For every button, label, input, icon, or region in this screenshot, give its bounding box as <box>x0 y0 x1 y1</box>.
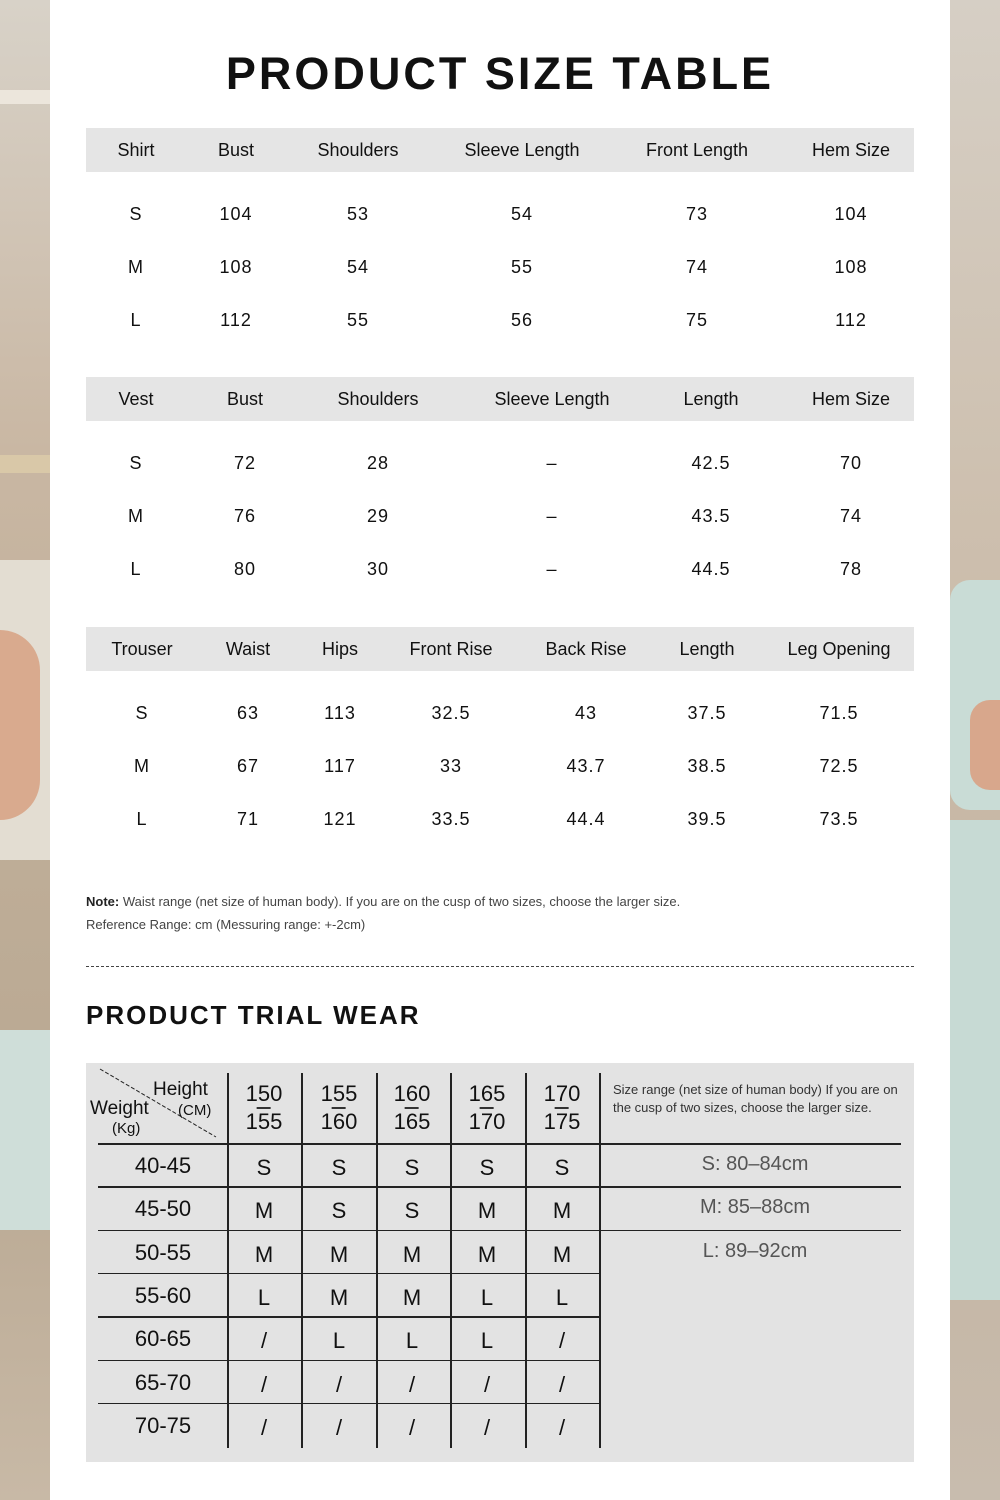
recommended-size: / <box>558 1414 566 1440</box>
recommended-size: M <box>402 1284 422 1310</box>
column-header: Vest <box>118 389 154 409</box>
recommended-size: M <box>552 1198 572 1224</box>
table-cell: S <box>129 204 143 224</box>
table-cell: 44.4 <box>566 809 606 829</box>
table-cell: – <box>546 559 558 579</box>
height-to: 155 <box>245 1108 283 1134</box>
recommended-size: S <box>331 1155 347 1180</box>
column-header: Shoulders <box>317 140 399 160</box>
height-range-header <box>394 1083 431 1133</box>
column-header: Bust <box>226 389 264 409</box>
height-to: 170 <box>468 1108 506 1134</box>
column-header: Back Rise <box>545 639 627 659</box>
table-cell: 80 <box>233 559 257 579</box>
table-cell: 75 <box>685 310 709 330</box>
recommended-size: / <box>558 1371 566 1397</box>
background-frame <box>0 455 50 473</box>
recommended-size: S <box>256 1155 272 1180</box>
size-note <box>86 890 680 936</box>
height-range-header <box>544 1083 581 1133</box>
table-cell: 104 <box>834 204 868 224</box>
column-header: Sleeve Length <box>494 389 610 409</box>
height-label: Height <box>153 1079 208 1100</box>
size-range-value: L: 89–92cm <box>702 1239 808 1262</box>
grid-horizontal-line <box>98 1186 901 1188</box>
table-cell: L <box>130 559 142 579</box>
column-header: Shoulders <box>337 389 419 409</box>
background-frame <box>0 90 50 104</box>
height-to: 165 <box>393 1108 431 1134</box>
recommended-size: / <box>335 1414 343 1440</box>
weight-range-label: 65-70 <box>134 1369 192 1395</box>
table-cell: M <box>128 257 144 277</box>
table-cell: 71 <box>236 809 260 829</box>
grid-vertical-line <box>376 1073 378 1448</box>
size-range-value: M: 85–88cm <box>699 1196 811 1219</box>
shirt-size-table <box>86 128 914 338</box>
grid-vertical-line <box>301 1073 303 1448</box>
table-cell: 74 <box>839 506 863 526</box>
table-cell: 33.5 <box>431 809 471 829</box>
table-row <box>86 809 914 839</box>
weight-range-label: 40-45 <box>134 1153 192 1178</box>
table-cell: 104 <box>219 204 253 224</box>
table-cell: 53 <box>346 204 370 224</box>
background-right <box>950 0 1000 1500</box>
column-header: Length <box>683 389 739 409</box>
table-cell: 30 <box>366 559 390 579</box>
recommended-size: S <box>404 1198 420 1224</box>
recommended-size: / <box>335 1371 343 1397</box>
column-header: Hips <box>321 639 359 659</box>
table-row <box>86 559 914 589</box>
recommended-size: L <box>480 1328 494 1354</box>
weight-range-label: 50-55 <box>134 1239 192 1265</box>
height-range-header <box>246 1083 283 1133</box>
grid-horizontal-line <box>98 1316 599 1318</box>
recommended-size: L <box>480 1284 494 1310</box>
table-cell: 38.5 <box>687 756 727 776</box>
trial-wear-table <box>86 1063 914 1462</box>
table-cell: S <box>129 453 143 473</box>
table-cell: 56 <box>510 310 534 330</box>
table-cell: S <box>135 703 149 723</box>
recommended-size: L <box>555 1284 569 1310</box>
recommended-size: L <box>332 1328 346 1354</box>
table-cell: 54 <box>510 204 534 224</box>
table-cell: 33 <box>439 756 463 776</box>
recommended-size: S <box>479 1155 495 1180</box>
weight-range-label: 70-75 <box>134 1412 192 1438</box>
grid-horizontal-line <box>98 1273 599 1275</box>
recommended-size: / <box>558 1328 566 1354</box>
column-header: Hem Size <box>811 140 891 160</box>
table-row <box>86 204 914 234</box>
recommended-size: M <box>477 1241 497 1267</box>
table-row <box>86 310 914 340</box>
trouser-size-table <box>86 627 914 837</box>
table-cell: 43.5 <box>691 506 731 526</box>
table-cell: 72 <box>233 453 257 473</box>
column-header: Hem Size <box>811 389 891 409</box>
height-from: 170 <box>543 1081 581 1106</box>
recommended-size: / <box>260 1371 268 1397</box>
table-header-row <box>86 377 914 421</box>
background-shirt <box>0 1030 50 1230</box>
column-header: Front Rise <box>409 639 493 659</box>
recommended-size: M <box>329 1284 349 1310</box>
table-cell: L <box>130 310 142 330</box>
table-row <box>86 703 914 733</box>
size-range-value: S: 80–84cm <box>701 1153 809 1175</box>
table-row <box>86 506 914 536</box>
recommended-size: M <box>402 1241 422 1267</box>
table-cell: 63 <box>236 703 260 723</box>
recommended-size: / <box>260 1328 268 1354</box>
trial-wear-title: PRODUCT TRIAL WEAR <box>86 1000 421 1030</box>
table-cell: 78 <box>839 559 863 579</box>
column-header: Trouser <box>111 639 173 659</box>
page-title: PRODUCT SIZE TABLE <box>225 48 775 99</box>
column-header: Waist <box>225 639 271 659</box>
table-cell: 71.5 <box>819 703 859 723</box>
recommended-size: / <box>483 1371 491 1397</box>
table-cell: 55 <box>346 310 370 330</box>
table-cell: M <box>134 756 150 776</box>
table-cell: – <box>546 453 558 473</box>
table-row <box>86 257 914 287</box>
table-header-row <box>86 128 914 172</box>
height-to: 160 <box>320 1108 358 1134</box>
background-shirt <box>950 820 1000 1300</box>
section-divider <box>86 966 914 967</box>
table-cell: 108 <box>834 257 868 277</box>
table-cell: L <box>136 809 148 829</box>
recommended-size: M <box>477 1198 497 1224</box>
table-cell: 73.5 <box>819 809 859 829</box>
recommended-size: / <box>483 1414 491 1440</box>
background-arm <box>970 700 1000 790</box>
grid-vertical-line <box>525 1073 527 1448</box>
table-cell: 43 <box>574 703 598 723</box>
table-cell: 29 <box>366 506 390 526</box>
recommended-size: S <box>331 1198 347 1224</box>
height-from: 155 <box>320 1081 358 1106</box>
weight-range-label: 60-65 <box>134 1326 192 1352</box>
table-cell: 67 <box>236 756 260 776</box>
weight-range-label: 45-50 <box>134 1196 192 1222</box>
background-left <box>0 0 50 1500</box>
grid-horizontal-line <box>98 1143 901 1145</box>
recommended-size: L <box>257 1284 271 1310</box>
table-cell: 54 <box>346 257 370 277</box>
grid-horizontal-line <box>98 1403 599 1405</box>
note-line-2: Reference Range: cm (Messuring range: +-2cm) <box>86 917 366 932</box>
grid-horizontal-line <box>98 1360 599 1362</box>
table-cell: 74 <box>685 257 709 277</box>
recommended-size: M <box>254 1241 274 1267</box>
recommended-size: S <box>554 1155 570 1180</box>
recommended-size: M <box>552 1241 572 1267</box>
note-text: Waist range (net size of human body). If you are on the cusp of two sizes, choose the larger size. <box>119 894 681 909</box>
table-cell: 112 <box>220 310 252 330</box>
height-from: 165 <box>468 1081 506 1106</box>
column-header: Sleeve Length <box>464 140 580 160</box>
column-header: Length <box>679 639 735 659</box>
recommended-size: L <box>405 1328 419 1354</box>
height-from: 150 <box>245 1081 283 1106</box>
height-unit: (CM) <box>178 1102 212 1119</box>
table-cell: 28 <box>366 453 390 473</box>
column-header: Leg Opening <box>787 639 891 659</box>
table-cell: 43.7 <box>566 756 606 776</box>
size-chart-panel <box>50 0 950 1500</box>
table-cell: 113 <box>324 703 356 723</box>
table-cell: 121 <box>323 809 357 829</box>
background-arm <box>0 630 40 820</box>
table-cell: 70 <box>839 453 863 473</box>
column-header: Shirt <box>117 140 155 160</box>
column-header: Bust <box>217 140 255 160</box>
table-cell: 32.5 <box>431 703 471 723</box>
recommended-size: / <box>408 1414 416 1440</box>
height-from: 160 <box>393 1081 431 1106</box>
height-range-header <box>321 1083 358 1133</box>
table-cell: 39.5 <box>687 809 727 829</box>
note-line-1 <box>86 890 680 913</box>
table-header-row <box>86 627 914 671</box>
grid-horizontal-line <box>98 1230 901 1232</box>
grid-vertical-line <box>450 1073 452 1448</box>
recommended-size: / <box>408 1371 416 1397</box>
table-cell: 55 <box>510 257 534 277</box>
recommended-size: M <box>254 1198 274 1224</box>
height-to: 175 <box>543 1108 581 1134</box>
column-header: Front Length <box>645 140 749 160</box>
height-range-header <box>469 1083 506 1133</box>
table-row <box>86 453 914 483</box>
recommended-size: / <box>260 1414 268 1440</box>
table-cell: 76 <box>233 506 257 526</box>
table-cell: – <box>546 506 558 526</box>
weight-label: Weight <box>90 1098 149 1119</box>
weight-unit: (Kg) <box>112 1120 141 1137</box>
size-range-info: Size range (net size of human body) If you are on the cusp of two sizes, choose the larger size. <box>613 1082 898 1115</box>
table-cell: 117 <box>324 756 356 776</box>
table-cell: 44.5 <box>691 559 731 579</box>
table-cell: 37.5 <box>687 703 727 723</box>
note-label: Note: <box>86 894 120 909</box>
table-cell: M <box>128 506 144 526</box>
weight-range-label: 55-60 <box>134 1282 192 1308</box>
recommended-size: M <box>329 1241 349 1267</box>
table-cell: 72.5 <box>819 756 859 776</box>
table-cell: 112 <box>835 310 867 330</box>
table-cell: 108 <box>219 257 253 277</box>
table-cell: 73 <box>685 204 709 224</box>
table-row <box>86 756 914 786</box>
table-cell: 42.5 <box>691 453 731 473</box>
recommended-size: S <box>404 1155 420 1180</box>
vest-size-table <box>86 377 914 587</box>
